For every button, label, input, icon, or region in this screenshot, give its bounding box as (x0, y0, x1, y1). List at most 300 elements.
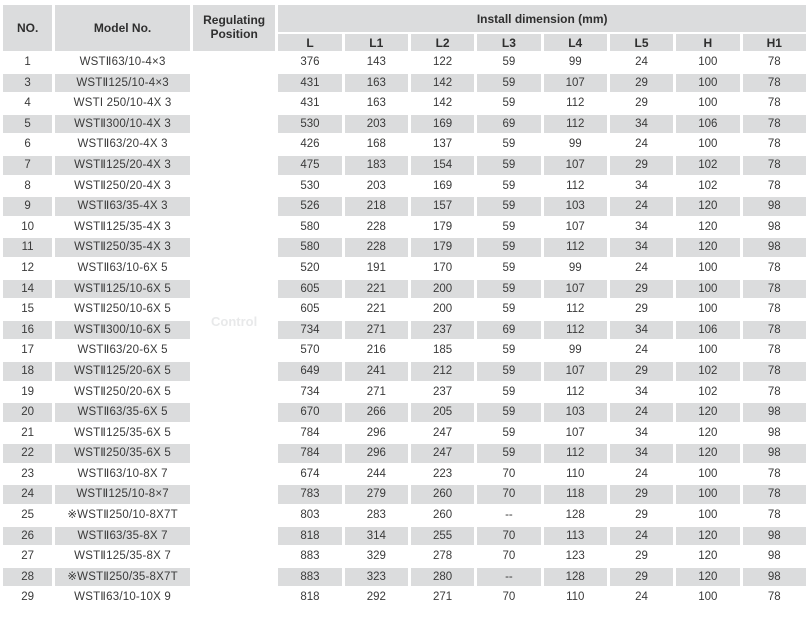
cell-dim-H1: 78 (743, 465, 806, 484)
cell-dim-L3: 59 (477, 94, 540, 113)
cell-dim-L: 530 (278, 177, 341, 196)
cell-dim-H1: 78 (743, 383, 806, 402)
table-row (3, 527, 806, 546)
cell-dim-L: 818 (278, 588, 341, 607)
table-row (3, 547, 806, 566)
cell-model: WSTⅡ125/10-8×7 (55, 485, 190, 504)
table-row (3, 135, 806, 154)
cell-model: WSTⅡ300/10-4X 3 (55, 115, 190, 134)
cell-model: WSTⅡ125/35-8X 7 (55, 547, 190, 566)
cell-dim-L3: 59 (477, 238, 540, 257)
table-row (3, 444, 806, 463)
cell-dim-L5: 34 (610, 321, 673, 340)
cell-model: ※WSTⅡ250/35-8X7T (55, 568, 190, 587)
cell-dim-L: 818 (278, 527, 341, 546)
cell-no: 24 (3, 485, 52, 504)
cell-dim-L: 605 (278, 300, 341, 319)
cell-dim-L5: 29 (610, 280, 673, 299)
table-row (3, 74, 806, 93)
cell-dim-H1: 98 (743, 568, 806, 587)
cell-no: 26 (3, 527, 52, 546)
cell-dim-L5: 29 (610, 156, 673, 175)
cell-dim-L3: -- (477, 568, 540, 587)
table-row (3, 465, 806, 484)
cell-dim-H1: 78 (743, 362, 806, 381)
cell-no: 1 (3, 53, 52, 72)
cell-dim-L3: -- (477, 506, 540, 525)
table-row (3, 115, 806, 134)
cell-dim-L3: 59 (477, 135, 540, 154)
cell-dim-L5: 29 (610, 485, 673, 504)
cell-model: WSTⅡ125/35-6X 5 (55, 424, 190, 443)
cell-no: 3 (3, 74, 52, 93)
col-header-H: H (676, 34, 739, 51)
cell-model: WSTⅡ250/10-6X 5 (55, 300, 190, 319)
cell-no: 23 (3, 465, 52, 484)
cell-dim-L: 570 (278, 341, 341, 360)
cell-dim-H: 100 (676, 135, 739, 154)
table-body (3, 53, 806, 607)
cell-dim-H1: 78 (743, 485, 806, 504)
cell-no: 21 (3, 424, 52, 443)
table-row (3, 383, 806, 402)
cell-dim-L4: 112 (544, 115, 607, 134)
cell-no: 4 (3, 94, 52, 113)
cell-dim-L1: 271 (345, 321, 408, 340)
watermark-text: Control (211, 314, 258, 330)
cell-dim-L2: 142 (411, 74, 474, 93)
cell-dim-L5: 34 (610, 115, 673, 134)
cell-dim-L4: 107 (544, 280, 607, 299)
col-header-L5: L5 (610, 34, 673, 51)
cell-dim-L5: 29 (610, 547, 673, 566)
table-row (3, 238, 806, 257)
cell-dim-H: 102 (676, 362, 739, 381)
cell-dim-L5: 34 (610, 238, 673, 257)
cell-dim-H1: 98 (743, 547, 806, 566)
cell-dim-L: 883 (278, 568, 341, 587)
col-header-model: Model No. (55, 5, 190, 51)
col-header-L3: L3 (477, 34, 540, 51)
cell-dim-L3: 59 (477, 280, 540, 299)
cell-dim-L5: 24 (610, 588, 673, 607)
cell-dim-H1: 98 (743, 238, 806, 257)
cell-dim-L5: 29 (610, 300, 673, 319)
cell-no: 17 (3, 341, 52, 360)
cell-dim-L1: 203 (345, 115, 408, 134)
cell-dim-L: 883 (278, 547, 341, 566)
cell-model: WSTⅡ250/20-6X 5 (55, 383, 190, 402)
cell-no: 16 (3, 321, 52, 340)
cell-dim-H1: 78 (743, 156, 806, 175)
cell-model: WSTⅡ125/20-4X 3 (55, 156, 190, 175)
cell-dim-L4: 113 (544, 527, 607, 546)
table-row (3, 94, 806, 113)
cell-dim-H: 106 (676, 115, 739, 134)
cell-dim-H: 106 (676, 321, 739, 340)
cell-model: WSTⅡ125/20-6X 5 (55, 362, 190, 381)
cell-dim-L3: 70 (477, 588, 540, 607)
cell-no: 8 (3, 177, 52, 196)
cell-no: 25 (3, 506, 52, 525)
cell-dim-L5: 34 (610, 444, 673, 463)
cell-dim-L5: 24 (610, 53, 673, 72)
table-row (3, 485, 806, 504)
cell-model: WSTⅡ300/10-6X 5 (55, 321, 190, 340)
cell-dim-L3: 59 (477, 362, 540, 381)
cell-no: 5 (3, 115, 52, 134)
cell-dim-L2: 179 (411, 218, 474, 237)
cell-dim-H1: 78 (743, 115, 806, 134)
cell-dim-L4: 118 (544, 485, 607, 504)
cell-dim-H1: 78 (743, 341, 806, 360)
cell-dim-L: 783 (278, 485, 341, 504)
cell-dim-L5: 34 (610, 383, 673, 402)
cell-model: WSTⅡ125/10-6X 5 (55, 280, 190, 299)
table-row (3, 568, 806, 587)
cell-dim-L4: 112 (544, 321, 607, 340)
cell-dim-L1: 241 (345, 362, 408, 381)
cell-dim-L1: 279 (345, 485, 408, 504)
cell-dim-H: 100 (676, 74, 739, 93)
table-header (3, 5, 806, 51)
cell-dim-L1: 296 (345, 444, 408, 463)
cell-dim-L2: 247 (411, 424, 474, 443)
cell-dim-L1: 163 (345, 94, 408, 113)
cell-no: 18 (3, 362, 52, 381)
cell-model: WSTⅡ63/10-8X 7 (55, 465, 190, 484)
cell-dim-L2: 260 (411, 506, 474, 525)
cell-no: 22 (3, 444, 52, 463)
cell-dim-L2: 185 (411, 341, 474, 360)
col-header-L2: L2 (411, 34, 474, 51)
col-header-H1: H1 (743, 34, 806, 51)
cell-dim-L5: 24 (610, 527, 673, 546)
cell-dim-H: 120 (676, 403, 739, 422)
cell-dim-L4: 123 (544, 547, 607, 566)
cell-dim-L1: 292 (345, 588, 408, 607)
cell-dim-L2: 154 (411, 156, 474, 175)
cell-dim-L1: 168 (345, 135, 408, 154)
cell-dim-L2: 169 (411, 115, 474, 134)
cell-dim-H: 102 (676, 156, 739, 175)
cell-model: WSTⅡ63/10-4×3 (55, 53, 190, 72)
cell-dim-L3: 59 (477, 177, 540, 196)
cell-dim-L3: 70 (477, 465, 540, 484)
cell-dim-H: 120 (676, 238, 739, 257)
cell-no: 14 (3, 280, 52, 299)
cell-dim-L2: 247 (411, 444, 474, 463)
cell-dim-H1: 78 (743, 135, 806, 154)
col-header-no: NO. (3, 5, 52, 51)
cell-no: 20 (3, 403, 52, 422)
cell-dim-L5: 24 (610, 135, 673, 154)
cell-dim-L5: 34 (610, 218, 673, 237)
cell-dim-L4: 112 (544, 444, 607, 463)
cell-dim-L: 605 (278, 280, 341, 299)
cell-dim-H1: 98 (743, 527, 806, 546)
cell-dim-L5: 29 (610, 74, 673, 93)
cell-dim-L5: 29 (610, 94, 673, 113)
cell-dim-L: 526 (278, 197, 341, 216)
table-row (3, 53, 806, 72)
cell-no: 19 (3, 383, 52, 402)
cell-dim-L4: 112 (544, 238, 607, 257)
cell-model: WSTⅡ63/35-8X 7 (55, 527, 190, 546)
cell-dim-H1: 78 (743, 588, 806, 607)
cell-dim-L3: 59 (477, 403, 540, 422)
cell-no: 10 (3, 218, 52, 237)
cell-dim-L2: 278 (411, 547, 474, 566)
cell-dim-L1: 216 (345, 341, 408, 360)
cell-dim-L2: 260 (411, 485, 474, 504)
cell-dim-L4: 112 (544, 300, 607, 319)
cell-dim-L: 670 (278, 403, 341, 422)
cell-dim-L3: 59 (477, 218, 540, 237)
cell-dim-L1: 244 (345, 465, 408, 484)
cell-model: WSTⅡ250/35-6X 5 (55, 444, 190, 463)
col-header-L4: L4 (544, 34, 607, 51)
cell-dim-L3: 70 (477, 485, 540, 504)
cell-dim-L2: 237 (411, 383, 474, 402)
table-row (3, 156, 806, 175)
cell-dim-H: 100 (676, 341, 739, 360)
cell-dim-H: 120 (676, 568, 739, 587)
cell-dim-L3: 59 (477, 156, 540, 175)
cell-model: WSTⅡ63/35-4X 3 (55, 197, 190, 216)
cell-dim-L1: 191 (345, 259, 408, 278)
cell-dim-H1: 98 (743, 424, 806, 443)
col-header-regulating: Regulating Position (193, 5, 275, 51)
cell-model: WSTⅡ63/20-6X 5 (55, 341, 190, 360)
cell-dim-L4: 99 (544, 53, 607, 72)
cell-dim-L1: 314 (345, 527, 408, 546)
cell-dim-L1: 228 (345, 218, 408, 237)
cell-dim-H: 120 (676, 547, 739, 566)
cell-dim-L2: 200 (411, 300, 474, 319)
cell-dim-L2: 157 (411, 197, 474, 216)
cell-dim-H: 100 (676, 465, 739, 484)
regulating-position-cell (193, 53, 275, 607)
cell-dim-L: 784 (278, 444, 341, 463)
cell-dim-L: 784 (278, 424, 341, 443)
cell-dim-L4: 128 (544, 506, 607, 525)
cell-dim-L: 376 (278, 53, 341, 72)
table-row (3, 321, 806, 340)
cell-dim-H1: 98 (743, 197, 806, 216)
cell-dim-L1: 228 (345, 238, 408, 257)
cell-dim-L3: 59 (477, 341, 540, 360)
cell-dim-H: 120 (676, 218, 739, 237)
table-row (3, 588, 806, 607)
cell-no: 7 (3, 156, 52, 175)
cell-dim-H: 100 (676, 588, 739, 607)
cell-no: 11 (3, 238, 52, 257)
cell-dim-L4: 112 (544, 383, 607, 402)
install-dimension-table (0, 3, 809, 609)
table-row (3, 403, 806, 422)
cell-dim-H: 120 (676, 197, 739, 216)
cell-dim-H: 102 (676, 383, 739, 402)
cell-dim-L4: 99 (544, 135, 607, 154)
cell-dim-L4: 110 (544, 465, 607, 484)
cell-dim-H: 100 (676, 506, 739, 525)
cell-dim-H1: 78 (743, 94, 806, 113)
cell-dim-L1: 183 (345, 156, 408, 175)
cell-dim-L2: 212 (411, 362, 474, 381)
cell-dim-H: 120 (676, 444, 739, 463)
cell-dim-H1: 78 (743, 259, 806, 278)
cell-dim-L2: 200 (411, 280, 474, 299)
cell-dim-L: 580 (278, 218, 341, 237)
cell-dim-L5: 34 (610, 424, 673, 443)
cell-dim-L3: 59 (477, 197, 540, 216)
table-row (3, 280, 806, 299)
cell-dim-L4: 107 (544, 156, 607, 175)
cell-model: WSTⅡ250/20-4X 3 (55, 177, 190, 196)
cell-dim-L4: 103 (544, 197, 607, 216)
col-header-L1: L1 (345, 34, 408, 51)
cell-dim-H1: 78 (743, 300, 806, 319)
cell-dim-H1: 78 (743, 506, 806, 525)
cell-dim-L: 530 (278, 115, 341, 134)
cell-no: 27 (3, 547, 52, 566)
cell-no: 6 (3, 135, 52, 154)
cell-dim-L1: 203 (345, 177, 408, 196)
cell-dim-L5: 29 (610, 568, 673, 587)
cell-dim-L3: 59 (477, 74, 540, 93)
cell-dim-H1: 78 (743, 280, 806, 299)
cell-model: WSTI 250/10-4X 3 (55, 94, 190, 113)
cell-dim-H1: 98 (743, 444, 806, 463)
cell-dim-H: 100 (676, 259, 739, 278)
table-row (3, 300, 806, 319)
cell-dim-L4: 107 (544, 362, 607, 381)
cell-dim-H1: 98 (743, 403, 806, 422)
cell-dim-L1: 266 (345, 403, 408, 422)
table-row (3, 506, 806, 525)
cell-dim-L4: 99 (544, 259, 607, 278)
table-row (3, 341, 806, 360)
cell-dim-L3: 59 (477, 53, 540, 72)
cell-model: WSTⅡ63/35-6X 5 (55, 403, 190, 422)
cell-dim-L2: 170 (411, 259, 474, 278)
cell-dim-L1: 218 (345, 197, 408, 216)
table-row (3, 197, 806, 216)
cell-no: 28 (3, 568, 52, 587)
col-header-L: L (278, 34, 341, 51)
table-row (3, 424, 806, 443)
cell-dim-L2: 271 (411, 588, 474, 607)
cell-dim-L5: 24 (610, 465, 673, 484)
cell-dim-L4: 110 (544, 588, 607, 607)
cell-dim-L3: 59 (477, 259, 540, 278)
cell-dim-L1: 271 (345, 383, 408, 402)
cell-dim-L4: 107 (544, 74, 607, 93)
cell-dim-H1: 78 (743, 53, 806, 72)
cell-dim-L4: 112 (544, 94, 607, 113)
cell-dim-L4: 128 (544, 568, 607, 587)
cell-dim-L3: 59 (477, 300, 540, 319)
cell-dim-L2: 223 (411, 465, 474, 484)
cell-dim-L: 803 (278, 506, 341, 525)
cell-dim-L2: 237 (411, 321, 474, 340)
cell-dim-L3: 59 (477, 383, 540, 402)
table-row (3, 259, 806, 278)
cell-dim-L3: 69 (477, 115, 540, 134)
cell-dim-L1: 329 (345, 547, 408, 566)
cell-model: WSTⅡ125/10-4×3 (55, 74, 190, 93)
cell-model: WSTⅡ250/35-4X 3 (55, 238, 190, 257)
cell-model: WSTⅡ63/10-10X 9 (55, 588, 190, 607)
col-header-install-group: Install dimension (mm) (278, 5, 806, 32)
cell-dim-H: 100 (676, 94, 739, 113)
cell-dim-L5: 24 (610, 341, 673, 360)
cell-dim-L3: 69 (477, 321, 540, 340)
cell-dim-L5: 24 (610, 259, 673, 278)
cell-dim-L4: 107 (544, 218, 607, 237)
cell-dim-H1: 78 (743, 321, 806, 340)
cell-dim-L2: 179 (411, 238, 474, 257)
cell-dim-L1: 221 (345, 280, 408, 299)
cell-dim-L: 734 (278, 383, 341, 402)
cell-dim-H: 120 (676, 424, 739, 443)
cell-dim-L3: 70 (477, 527, 540, 546)
cell-model: WSTⅡ63/10-6X 5 (55, 259, 190, 278)
cell-dim-L2: 142 (411, 94, 474, 113)
cell-dim-L4: 99 (544, 341, 607, 360)
cell-dim-L1: 163 (345, 74, 408, 93)
cell-dim-H: 102 (676, 177, 739, 196)
cell-dim-L5: 24 (610, 403, 673, 422)
cell-dim-L: 431 (278, 74, 341, 93)
cell-dim-H: 100 (676, 300, 739, 319)
cell-dim-L: 520 (278, 259, 341, 278)
cell-dim-L4: 112 (544, 177, 607, 196)
cell-dim-L2: 255 (411, 527, 474, 546)
cell-dim-L: 674 (278, 465, 341, 484)
cell-dim-L1: 283 (345, 506, 408, 525)
cell-dim-L1: 143 (345, 53, 408, 72)
cell-dim-L1: 296 (345, 424, 408, 443)
cell-no: 12 (3, 259, 52, 278)
cell-dim-H: 100 (676, 485, 739, 504)
cell-model: WSTⅡ63/20-4X 3 (55, 135, 190, 154)
cell-dim-L: 431 (278, 94, 341, 113)
cell-dim-L5: 24 (610, 197, 673, 216)
cell-dim-L3: 70 (477, 547, 540, 566)
cell-dim-L1: 221 (345, 300, 408, 319)
cell-dim-L5: 29 (610, 362, 673, 381)
cell-dim-H: 100 (676, 280, 739, 299)
cell-dim-L: 475 (278, 156, 341, 175)
cell-no: 9 (3, 197, 52, 216)
cell-dim-H1: 98 (743, 218, 806, 237)
cell-dim-L: 734 (278, 321, 341, 340)
cell-dim-L: 426 (278, 135, 341, 154)
cell-dim-L4: 103 (544, 403, 607, 422)
cell-dim-H: 100 (676, 53, 739, 72)
cell-dim-L5: 34 (610, 177, 673, 196)
cell-dim-L3: 59 (477, 424, 540, 443)
cell-dim-L2: 280 (411, 568, 474, 587)
cell-dim-L2: 122 (411, 53, 474, 72)
cell-dim-L: 580 (278, 238, 341, 257)
cell-no: 29 (3, 588, 52, 607)
cell-dim-L4: 107 (544, 424, 607, 443)
table-row (3, 177, 806, 196)
cell-dim-L2: 205 (411, 403, 474, 422)
